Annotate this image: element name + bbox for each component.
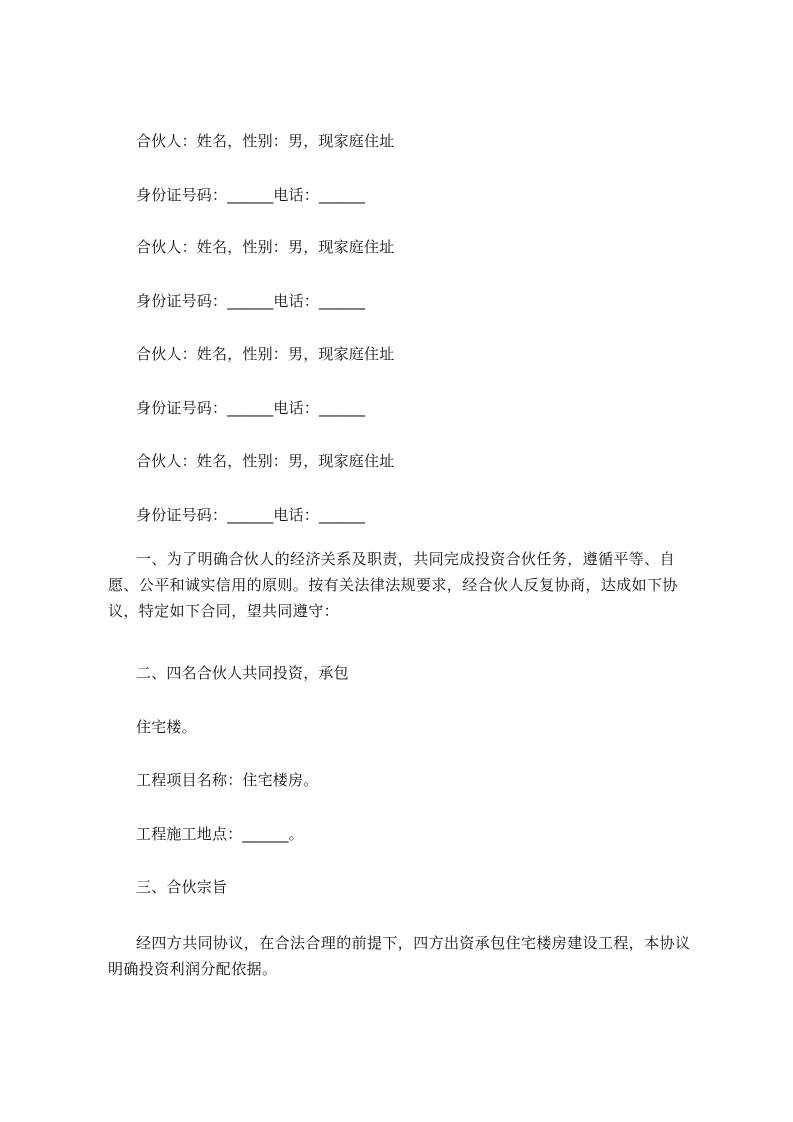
section-2-heading: 二、四名合伙人共同投资，承包: [136, 664, 349, 682]
partner-4-id-line: 身份证号码：______电话：______: [136, 506, 366, 524]
section-3-heading: 三、合伙宗旨: [136, 878, 228, 896]
section-2-object: 住宅楼。: [136, 718, 197, 736]
partner-4-name-line: 合伙人：姓名，性别：男，现家庭住址: [136, 452, 395, 470]
partner-3-id-line: 身份证号码：______电话：______: [136, 399, 366, 417]
partner-3-name-line: 合伙人：姓名，性别：男，现家庭住址: [136, 345, 395, 363]
partner-2-id-line: 身份证号码：______电话：______: [136, 292, 366, 310]
project-name-line: 工程项目名称：住宅楼房。: [136, 771, 319, 789]
partner-2-name-line: 合伙人：姓名，性别：男，现家庭住址: [136, 238, 395, 256]
section-3-paragraph: 经四方共同协议，在合法合理的前提下，四方出资承包住宅楼房建设工程，本协议明确投资利润分配依据。: [108, 934, 691, 978]
section-1-paragraph: 一、为了明确合伙人的经济关系及职责，共同完成投资合伙任务，遵循平等、自愿、公平和诚实信用的原则。按有关法律法规要求，经合伙人反复协商，达成如下协议，特定如下合同，望共同遵守：: [108, 550, 678, 620]
partner-1-id-line: 身份证号码：______电话：______: [136, 186, 366, 204]
partner-1-name-line: 合伙人：姓名，性别：男，现家庭住址: [136, 132, 395, 150]
project-location-line: 工程施工地点：______。: [136, 825, 304, 843]
